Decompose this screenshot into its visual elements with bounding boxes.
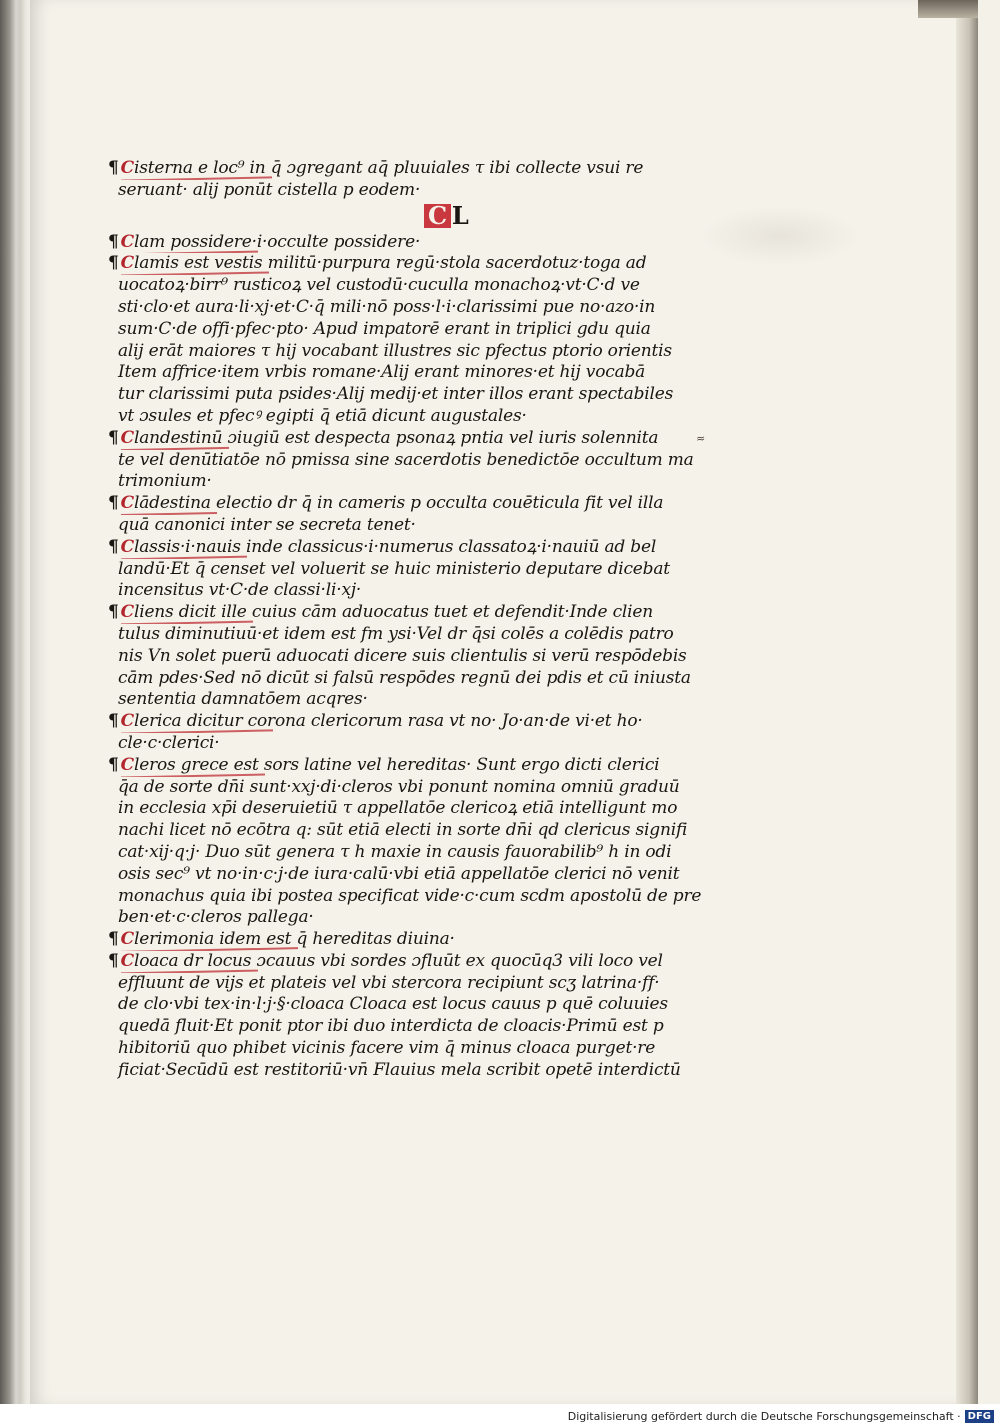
lemma-headword [121,602,247,622]
paragraph-mark-icon: ¶ [108,711,119,732]
lemma-headword [121,711,267,731]
text-line [108,362,716,384]
rubricated-initial: C [120,929,134,950]
lemma-rest: loaca dr locus [133,950,252,971]
text-line [108,180,716,202]
paragraph-mark-icon: ¶ [108,536,119,557]
lemma-headword [121,537,241,557]
line-text: q̄ ɔgregant aq̄ pluuiales τ ibi collecte vsui re [265,158,644,178]
line-text: quedā fluit·Et ponit ptor ibi duo interdicta de cloacis·Primū est p [118,1016,664,1037]
line-text: ɔiugiū est despecta psonaꝝ pntia vel iuris solennita [222,427,659,448]
line-text: quā canonici inter se secreta tenet· [118,514,416,535]
line-text: incensitus vt·C·de classi·li·xj· [118,580,362,601]
rubricated-initial: C [120,253,134,274]
text-line [108,493,716,515]
line-text: hibitoriū quo phibet vicinis facere vim q̄ minus cloaca purget·re [118,1038,656,1059]
line-text: sors latine vel hereditas· Sunt ergo dicti clerici [258,754,660,775]
lemma-rest: liens dicit ille [133,602,247,623]
text-line [108,406,716,428]
text-line [108,624,716,646]
text-line [108,275,716,297]
paragraph-mark-icon: ¶ [108,253,119,274]
line-text: seruant· alij ponūt cistella p eodem· [118,179,421,200]
text-line [108,886,716,908]
text-line [108,1038,716,1060]
line-text: cle·c·clerici· [118,732,220,753]
lemma-rest: lerica dicitur co [133,711,268,732]
lemma-rest: landestinū [133,427,223,448]
line-text: de clo·vbi tex·in·l·j·§·cloaca Cloaca est locus cauus p quē coluuies [118,994,668,1015]
lemma-headword [121,755,259,775]
paragraph-mark-icon: ¶ [108,427,119,448]
text-line [108,777,716,799]
text-line [108,559,716,581]
ink-bleed-through [700,206,860,266]
line-text: sum·C·de offi·pfec·pto· Apud impatorē erant in triplici gdu quia [118,318,651,339]
text-line [108,384,716,406]
line-text: cām pdes·Sed nō dicūt si falsū respōdes regnū dei pdis et cū iniusta [118,667,691,688]
rubricated-initial: C [120,493,134,514]
margin-annotation: ≈ [695,431,706,446]
text-line [108,798,716,820]
line-text: nachi licet nō ecōtra q: sūt etiā electi in sorte dn̄i qd clericus signifi [118,820,688,841]
paragraph-mark-icon: ¶ [108,929,119,950]
dfg-logo: DFG [965,1410,994,1423]
lemma-headword [121,493,211,513]
text-line [108,537,716,559]
lemma-rest: leros grece est [133,754,259,775]
line-text: q̄a de sorte dn̄i sunt·xxj·di·cleros vbi ponunt nomina omniū graduū [118,776,680,797]
text-line [108,319,716,341]
line-text: effluunt de vijs et plateis vel vbi stercora recipiunt scʒ latrina·ff· [118,972,660,993]
line-text: tur clarissimi puta psides·Alij medij·et inter illos erant spectabiles [118,384,674,405]
text-line [108,580,716,602]
text-line [108,907,716,929]
line-text: cuius cām aduocatus tuet et defendit·Inde clien [246,602,653,623]
line-text: militū·purpura regū·stola sacerdotuz·toga ad [262,253,647,274]
footer-credit: Digitalisierung gefördert durch die Deutsche Forschungsgemeinschaft · [567,1409,961,1423]
line-text: q̄ hereditas diuina· [291,929,455,950]
line-text: ben·et·c·cleros pallega· [118,907,314,928]
section-heading [424,200,469,230]
lemma-headword [121,929,292,949]
text-line [108,1016,716,1038]
paragraph-mark-icon: ¶ [108,231,119,252]
line-text: cat·xij·q·j· Duo sūt genera τ h maxie in causis fauorabilib⁹ h in odi [118,841,672,862]
text-line [108,711,716,733]
text-line [108,929,716,951]
paragraph-mark-icon: ¶ [108,754,119,775]
text-line [108,689,716,711]
lemma-rest: lerimonia idem est [133,929,292,950]
line-text: ·i·occulte possidere· [251,231,421,252]
text-line [108,951,716,973]
text-line [108,232,716,254]
text-line [108,253,716,275]
lemma-headword [121,232,252,252]
line-text: osis sec⁹ vt no·in·c·j·de iura·calū·vbi etiā appellatōe clerici nō venit [118,863,680,884]
text-line [108,1060,716,1082]
text-line [108,994,716,1016]
rubricated-initial: C [120,158,134,178]
page-edge [956,0,978,1404]
line-text: rona clericorum rasa vt no· Jo·an·de vi·et ho· [267,711,643,732]
lemma-headword [121,158,266,178]
text-line [108,733,716,755]
line-text: inde classicus·i·numerus classatoꝝ·i·nauiū ad bel [240,536,657,557]
text-line [108,428,716,450]
section-heading-red: C [424,204,451,228]
text-line [108,973,716,995]
text-line [108,864,716,886]
text-line [108,341,716,363]
line-text: sententia damnatōem acqres· [118,689,368,710]
text-line [108,646,716,668]
text-line [108,158,716,180]
line-text: alij erāt maiores τ hij vocabant illustres sic pfectus ptorio orientis [118,340,672,361]
lemma-rest: lamis est vestis [133,253,263,274]
lemma-headword [121,428,223,448]
line-text: ɔcauus vbi sordes ɔfluūt ex quocūq3 vili loco vel [251,950,663,971]
rubricated-initial: C [120,231,134,252]
line-text: vt ɔsules et pfecꝰ egipti q̄ etiā dicunt augustales· [118,405,527,426]
line-text: monachus quia ibi postea specificat vide·c·cum scdm apostolū de pre [118,885,702,906]
rubricated-initial: C [120,536,134,557]
section-heading-row [108,202,716,232]
lemma-headword [121,951,252,971]
rubricated-initial: C [120,950,134,971]
line-text: Item affrice·item vrbis romane·Alij erant minores·et hij vocabā [118,362,646,383]
line-text: trimonium· [118,471,212,492]
line-text: te vel denūtiatōe nō pmissa sine sacerdotis benedictōe occultum ma [118,449,694,470]
lemma-headword [121,253,263,273]
section-heading-rest: L [451,200,469,230]
rubricated-initial: C [120,427,134,448]
paragraph-mark-icon: ¶ [108,602,119,623]
text-line [108,602,716,624]
digitization-footer [0,1404,1000,1428]
text-line [108,820,716,842]
lemma-rest: lassis·i·nauis [133,536,241,557]
line-text: uocatoꝝ·birr⁹ rusticoꝝ vel custodū·cuculla monachoꝝ·vt·C·d̄ ve [118,275,640,296]
text-line [108,668,716,690]
line-text: nis Vn solet puerū aduocati dicere suis clientulis si verū respōdebis [118,645,687,666]
line-text: tulus diminutiuū·et idem est fm ysi·Vel dr q̄si colēs a colēdis patro [118,623,674,644]
lemma-rest: lam possidere [133,231,252,252]
line-text: electio dr q̄ in cameris p occulta couēticula fit vel illa [210,493,664,514]
line-text: sti·clo·et aura·li·xj·et·C·q̄ mili·nō poss·l·i·clarissimi pue no·azo·in [118,296,656,317]
paragraph-mark-icon: ¶ [108,158,119,178]
paragraph-mark-icon: ¶ [108,950,119,971]
text-line [108,515,716,537]
line-text: ficiat·Secūdū est restitoriū·vn̄ Flauius mela scribit opetē interdictū [118,1059,681,1080]
page-edge-top [918,0,978,18]
text-line [108,450,716,472]
lemma-rest: lādestina [133,493,211,514]
text-line [108,842,716,864]
text-line [108,755,716,777]
paragraph-mark-icon: ¶ [108,493,119,514]
rubricated-initial: C [120,602,134,623]
text-line [108,471,716,493]
line-text: in ecclesia xp̄i deseruietiū τ appellatōe clericoꝝ etiā intelligunt mo [118,798,678,819]
line-text: landū·Et q̄ censet vel voluerit se huic ministerio deputare dicebat [118,558,670,579]
lemma-rest: isterna e loc⁹ in [133,158,266,178]
text-line [108,297,716,319]
rubricated-initial: C [120,754,134,775]
rubricated-initial: C [120,711,134,732]
incunable-text-column [108,158,716,1082]
